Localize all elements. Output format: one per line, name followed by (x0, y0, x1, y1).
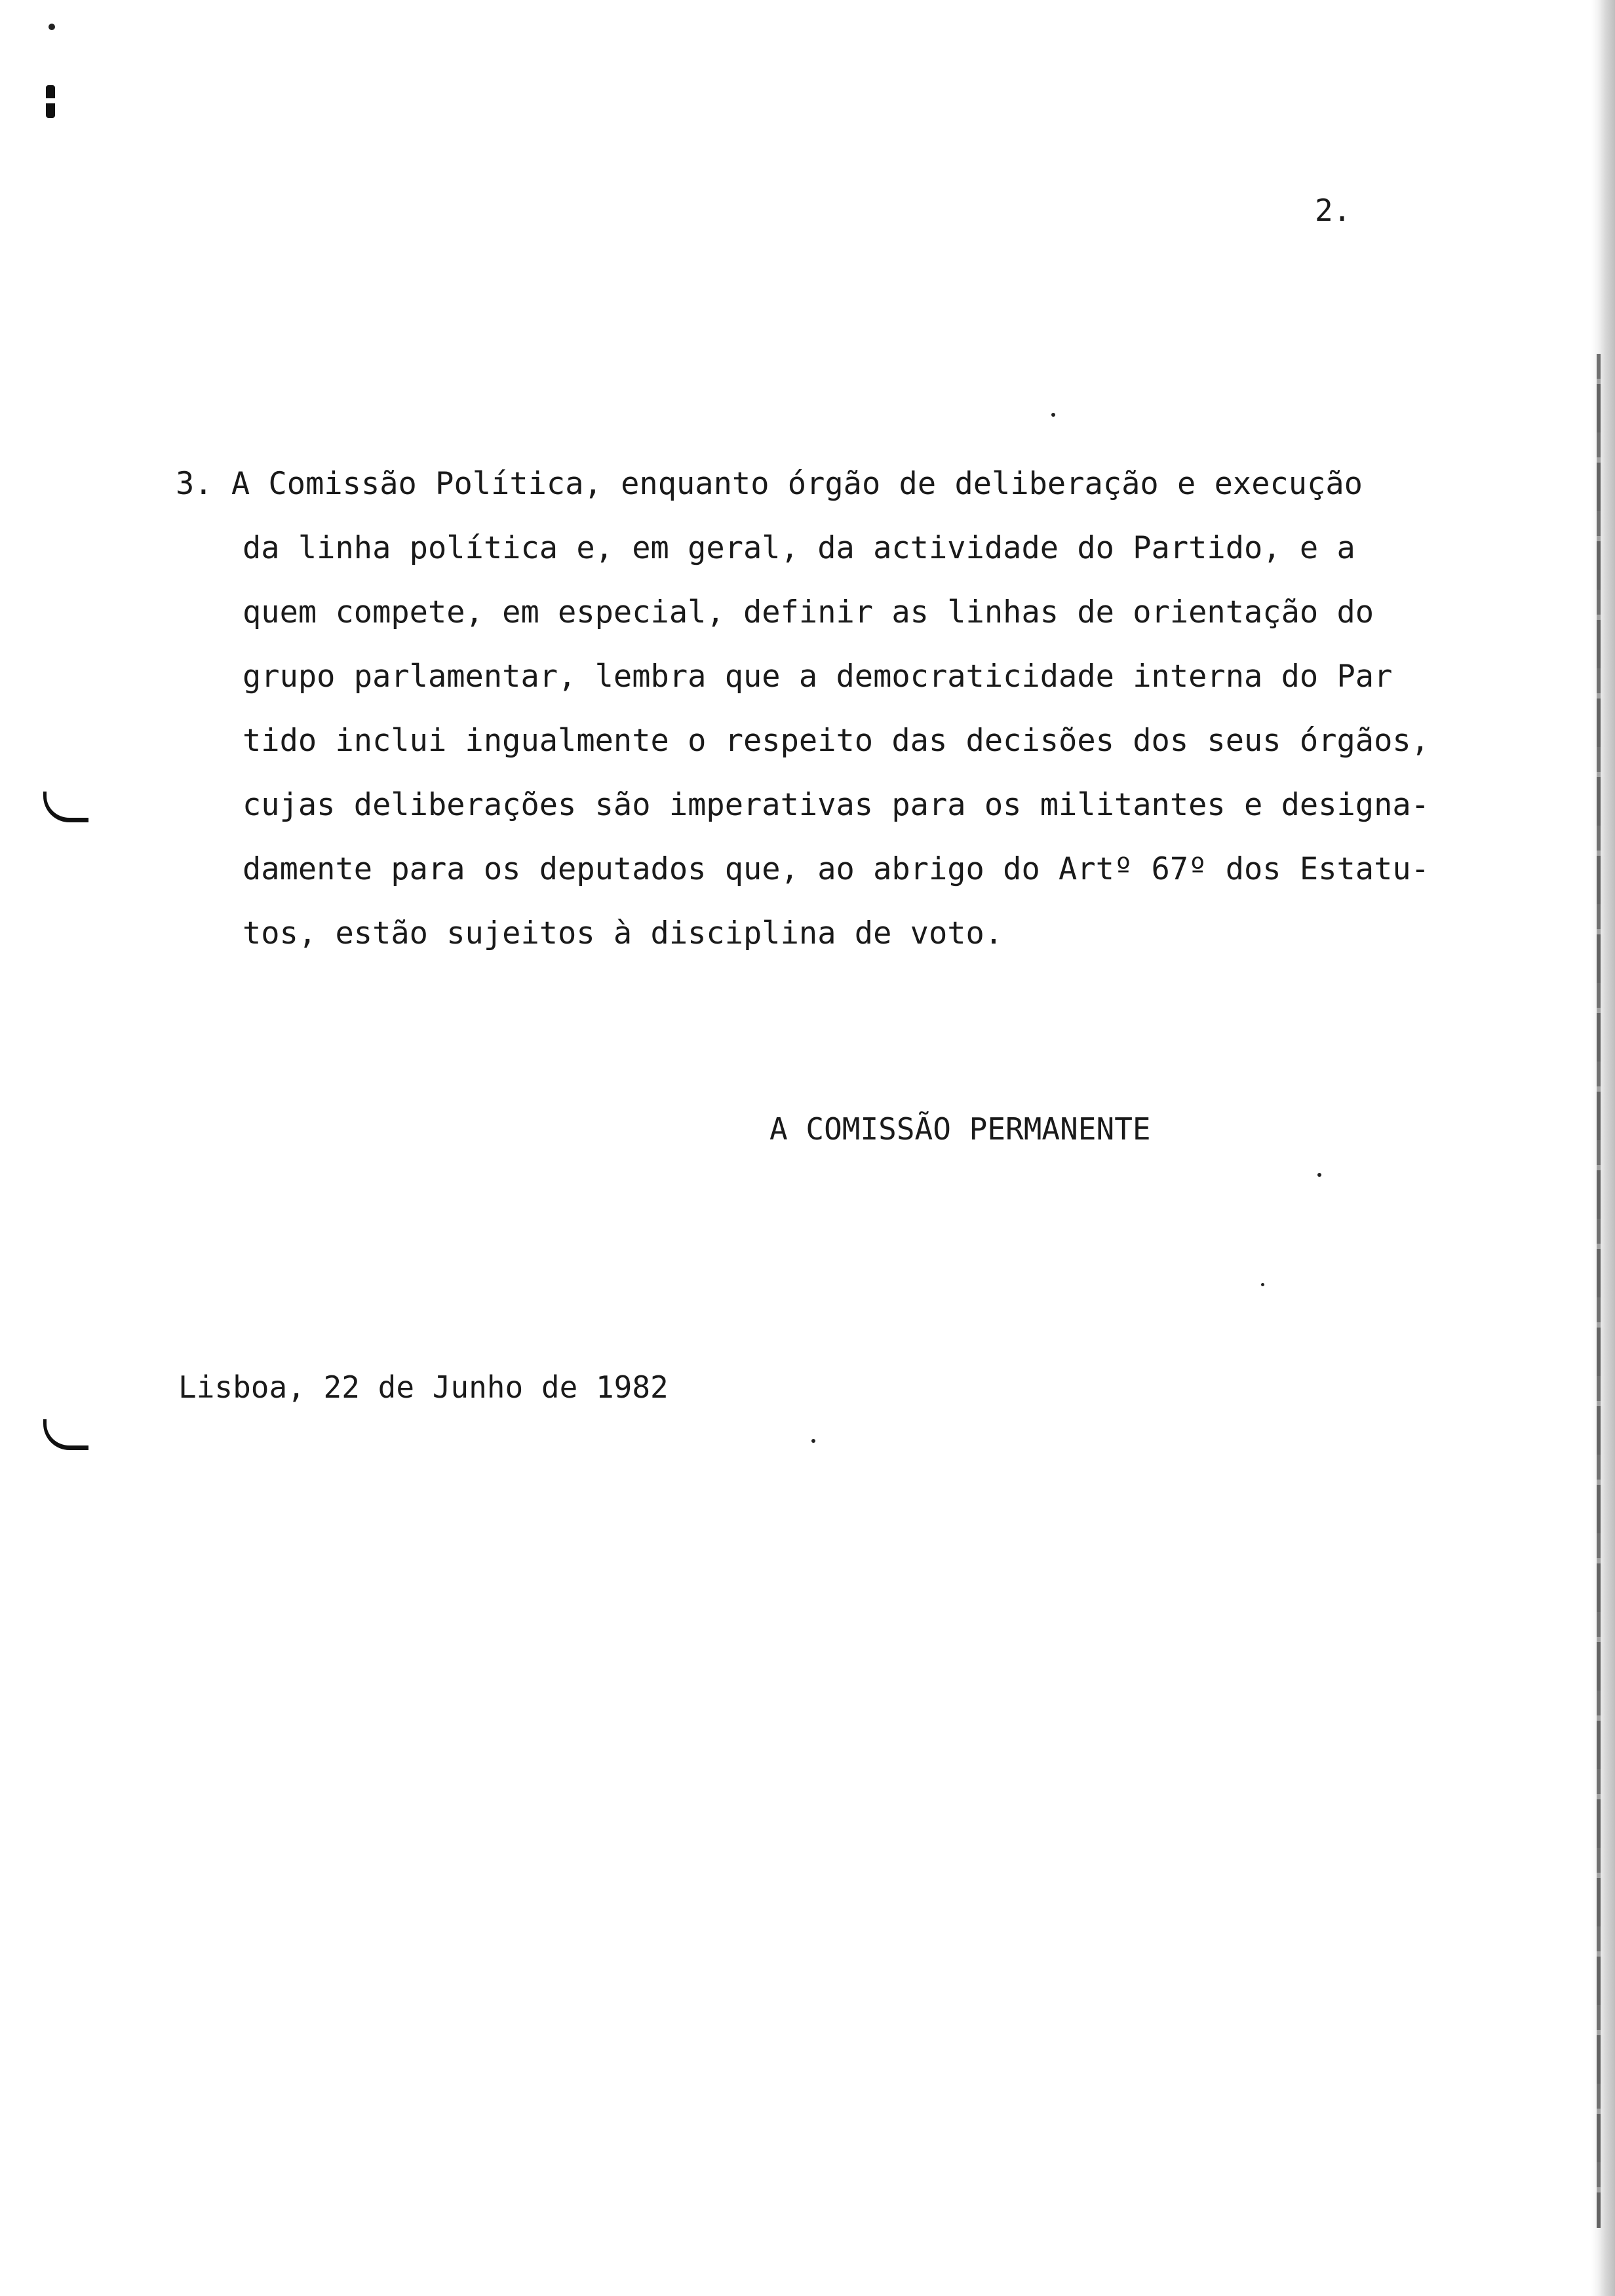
scan-edge-shadow (1591, 0, 1615, 2296)
paragraph-line: damente para os deputados que, ao abrigo do Artº 67º dos Estatu- (243, 851, 1430, 887)
speck-mark (811, 1439, 815, 1443)
paragraph-line: grupo parlamentar, lembra que a democraticidade interna do Par (243, 659, 1393, 695)
speck-mark (1051, 413, 1055, 417)
signature-line: A COMISSÃO PERMANENTE (769, 1111, 1151, 1147)
body-paragraph (176, 452, 1526, 966)
paragraph-line: tido inclui ingualmente o respeito das decisões dos seus órgãos, (243, 723, 1430, 759)
paragraph-line: cujas deliberações são imperativas para os militantes e designa- (243, 787, 1430, 823)
punch-hole-mark-lower (43, 1419, 88, 1450)
paragraph-line: 3. A Comissão Política, enquanto órgão de deliberação e execução (176, 466, 1363, 502)
speck-mark (1317, 1173, 1321, 1177)
punch-hole-mark-upper (43, 792, 88, 822)
speck-mark (49, 24, 55, 30)
paragraph-line: da linha política e, em geral, da actividade do Partido, e a (243, 530, 1355, 566)
paragraph-line: tos, estão sujeitos à disciplina de voto. (243, 915, 1003, 951)
page-number: 2. (1315, 193, 1352, 228)
paragraph-line: quem compete, em especial, definir as linhas de orientação do (243, 594, 1374, 630)
staple-mark (46, 85, 55, 118)
scan-edge-line (1597, 354, 1601, 2228)
dateline: Lisboa, 22 de Junho de 1982 (178, 1369, 669, 1405)
speck-mark (1261, 1283, 1264, 1286)
